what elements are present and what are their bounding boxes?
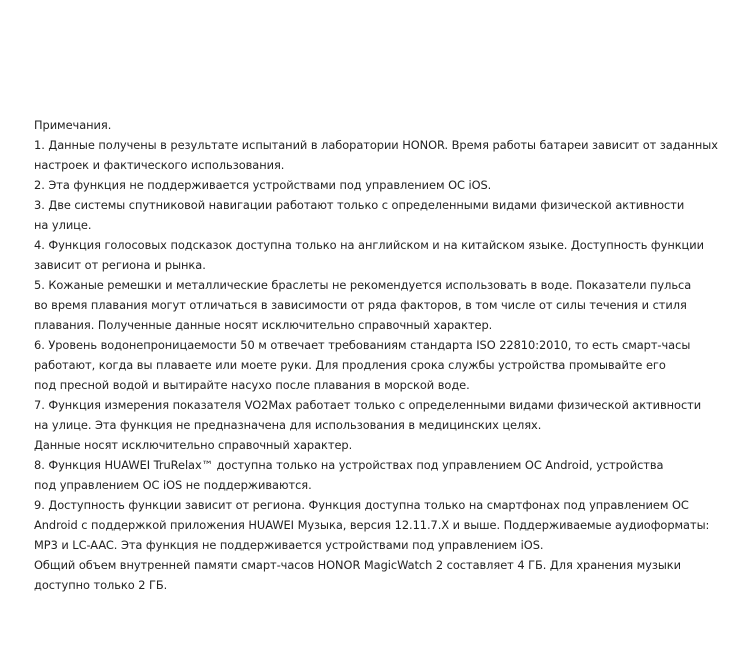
note-7-line-3: Данные носят исключительно справочный характер.: [34, 438, 353, 452]
note-9-line-1: 9. Доступность функции зависит от региона. Функция доступна только на смартфонах под управлением ОС: [34, 498, 689, 512]
note-9-line-3: MP3 и LC-AAC. Эта функция не поддерживается устройствами под управлением iOS.: [34, 538, 544, 552]
note-8-line-1: 8. Функция HUAWEI TruRelax™ доступна только на устройствах под управлением ОС Android, устройства: [34, 458, 664, 472]
note-5-line-2: во время плавания могут отличаться в зависимости от ряда факторов, в том числе от силы течения и стиля: [34, 298, 687, 312]
note-9-line-5: доступно только 2 ГБ.: [34, 578, 168, 592]
note-8-line-2: под управлением ОС iOS не поддерживаются.: [34, 478, 312, 492]
note-1-line-2: настроек и фактического использования.: [34, 158, 285, 172]
note-6-line-2: работают, когда вы плаваете или моете руки. Для продления срока службы устройства промывайте его: [34, 358, 666, 372]
note-6-line-1: 6. Уровень водонепроницаемости 50 м отвечает требованиям стандарта ISO 22810:2010, то есть смарт-часы: [34, 338, 691, 352]
note-9-line-2: Android с поддержкой приложения HUAWEI Музыка, версия 12.11.7.X и выше. Поддерживаемые аудиоформаты:: [34, 518, 710, 532]
note-7-line-1: 7. Функция измерения показателя VO2Max работает только с определенными видами физической активности: [34, 398, 702, 412]
note-1-line-1: 1. Данные получены в результате испытаний в лаборатории HONOR. Время работы батареи зависит от заданных: [34, 138, 718, 152]
notes-heading: Примечания.: [34, 118, 112, 132]
note-4-line-1: 4. Функция голосовых подсказок доступна только на английском и на китайском языке. Доступность функции: [34, 238, 704, 252]
note-3-line-2: на улице.: [34, 218, 92, 232]
note-5-line-1: 5. Кожаные ремешки и металлические браслеты не рекомендуется использовать в воде. Показатели пульса: [34, 278, 692, 292]
note-3-line-1: 3. Две системы спутниковой навигации работают только с определенными видами физической активности: [34, 198, 685, 212]
note-6-line-3: под пресной водой и вытирайте насухо после плавания в морской воде.: [34, 378, 470, 392]
note-5-line-3: плавания. Полученные данные носят исключительно справочный характер.: [34, 318, 493, 332]
note-9-line-4: Общий объем внутренней памяти смарт-часов HONOR MagicWatch 2 составляет 4 ГБ. Для хранения музыки: [34, 558, 681, 572]
note-2-line-1: 2. Эта функция не поддерживается устройствами под управлением ОС iOS.: [34, 178, 492, 192]
note-4-line-2: зависит от региона и рынка.: [34, 258, 206, 272]
footnotes-block: [34, 115, 734, 595]
note-7-line-2: на улице. Эта функция не предназначена для использования в медицинских целях.: [34, 418, 542, 432]
